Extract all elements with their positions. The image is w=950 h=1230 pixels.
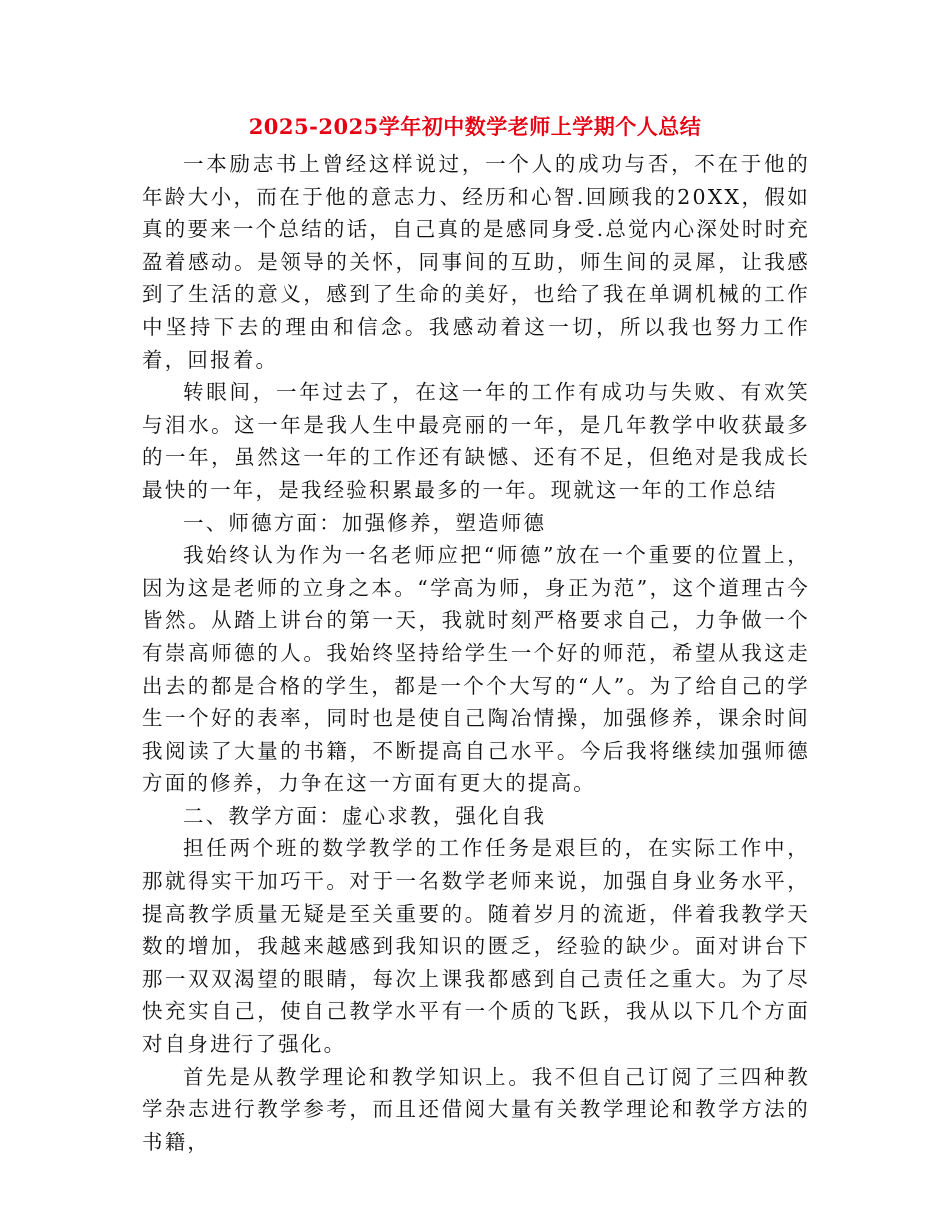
paragraph-ethics: 我始终认为作为一名老师应把“师德”放在一个重要的位置上，因为这是老师的立身之本。“学高为师，身正为范”，这个道理古今皆然。从踏上讲台的第一天，我就时刻严格要求自己，力争做一个有崇高师德的人。我始终坚持给学生一个好的师范，希望从我这走出去的都是合格的学生，都是一个个大写的“人”。为了给自己的学生一个好的表率，同时也是使自己陶冶情操，加强修养，课余时间我阅读了大量的书籍，不断提高自己水平。今后我将继续加强师德方面的修养，力争在这一方面有更大的提高。 xyxy=(142,543,810,796)
paragraph-intro: 一本励志书上曾经这样说过，一个人的成功与否，不在于他的年龄大小，而在于他的意志力、经历和心智.回顾我的20XX，假如真的要来一个总结的话，自己真的是感同身受.总觉内心深处时时充盈着感动。是领导的关怀，同事间的互助，师生间的灵犀，让我感到了生活的意义，感到了生命的美好，也给了我在单调机械的工作中坚持下去的理由和信念。我感动着这一切，所以我也努力工作着，回报着。 xyxy=(142,152,810,372)
paragraph-theory: 首先是从教学理论和教学知识上。我不但自己订阅了三四种教学杂志进行教学参考，而且还借阅大量有关教学理论和教学方法的书籍， xyxy=(142,1064,810,1154)
section-heading-teaching: 二、教学方面：虚心求教，强化自我 xyxy=(183,803,547,828)
document-title: 2025-2025学年初中数学老师上学期个人总结 xyxy=(248,114,702,139)
paragraph-teaching: 担任两个班的数学教学的工作任务是艰巨的，在实际工作中，那就得实干加巧干。对于一名数学老师来说，加强自身业务水平，提高教学质量无疑是至关重要的。随着岁月的流逝，伴着我教学天数的增加，我越来越感到我知识的匮乏，经验的缺少。面对讲台下那一双双渴望的眼睛，每次上课我都感到自己责任之重大。为了尽快充实自己，使自己教学水平有一个质的飞跃，我从以下几个方面对自身进行了强化。 xyxy=(142,836,810,1057)
document-body xyxy=(142,148,810,1158)
paragraph-year-review: 转眼间，一年过去了，在这一年的工作有成功与失败、有欢笑与泪水。这一年是我人生中最亮丽的一年，是几年教学中收获最多的一年，虽然这一年的工作还有缺憾、还有不足，但绝对是我成长最快的一年，是我经验积累最多的一年。现就这一年的工作总结 xyxy=(142,380,810,502)
section-heading-ethics: 一、师德方面：加强修养，塑造师德 xyxy=(183,510,547,535)
